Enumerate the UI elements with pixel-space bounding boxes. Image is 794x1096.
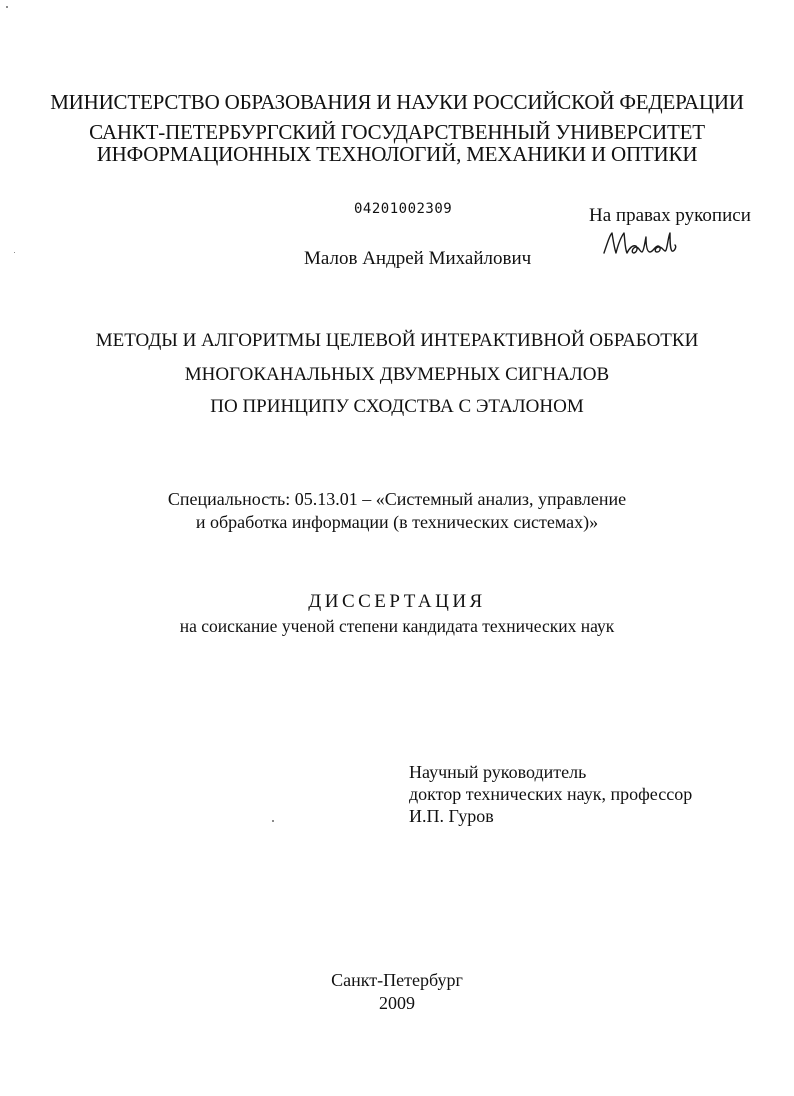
degree-statement: на соискание ученой степени кандидата технических наук bbox=[179, 616, 615, 636]
supervisor-name: И.П. Гуров bbox=[409, 806, 494, 826]
dissertation-title-line-1: МЕТОДЫ И АЛГОРИТМЫ ЦЕЛЕВОЙ ИНТЕРАКТИВНОЙ ОБРАБОТКИ bbox=[95, 330, 699, 351]
author-name: Малов Андрей Михайлович bbox=[304, 248, 532, 269]
supervisor-degree: доктор технических наук, профессор bbox=[409, 784, 693, 804]
city: Санкт-Петербург bbox=[331, 970, 463, 990]
year: 2009 bbox=[379, 993, 415, 1013]
scan-speck bbox=[6, 6, 8, 8]
manuscript-rights-note: На правах рукописи bbox=[589, 205, 751, 226]
specialty-line-2: и обработка информации (в технических системах)» bbox=[195, 512, 599, 532]
ministry-name: МИНИСТЕРСТВО ОБРАЗОВАНИЯ И НАУКИ РОССИЙСКОЙ ФЕДЕРАЦИИ bbox=[50, 90, 744, 114]
university-name-line-2: ИНФОРМАЦИОННЫХ ТЕХНОЛОГИЙ, МЕХАНИКИ И ОПТИКИ bbox=[96, 142, 698, 166]
handwritten-signature bbox=[600, 227, 680, 259]
university-name-line-1: САНКТ-ПЕТЕРБУРГСКИЙ ГОСУДАРСТВЕННЫЙ УНИВЕРСИТЕТ bbox=[89, 120, 705, 144]
scan-speck bbox=[272, 820, 274, 822]
registration-number: 04201002309 bbox=[354, 201, 453, 217]
scan-speck bbox=[14, 252, 15, 253]
dissertation-title-line-2: МНОГОКАНАЛЬНЫХ ДВУМЕРНЫХ СИГНАЛОВ bbox=[184, 364, 610, 385]
specialty-line-1: Специальность: 05.13.01 – «Системный анализ, управление bbox=[167, 489, 627, 509]
document-type: ДИССЕРТАЦИЯ bbox=[308, 591, 486, 612]
supervisor-role: Научный руководитель bbox=[409, 762, 587, 782]
dissertation-title-line-3: ПО ПРИНЦИПУ СХОДСТВА С ЭТАЛОНОМ bbox=[210, 396, 584, 417]
